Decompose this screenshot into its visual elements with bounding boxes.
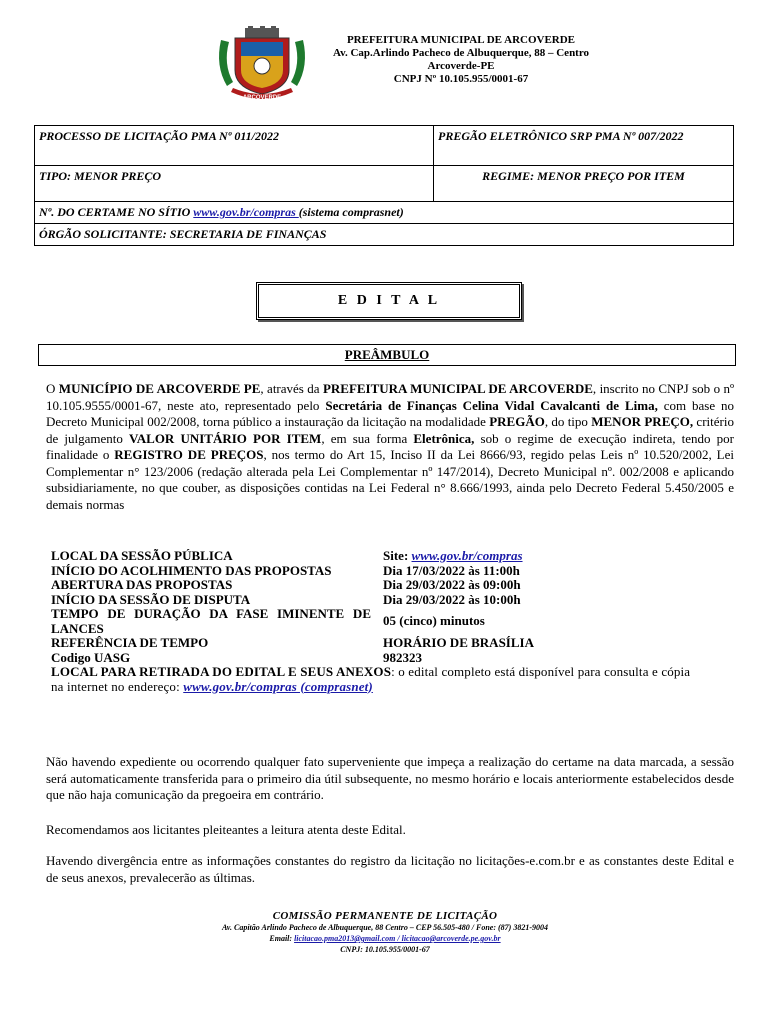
local-label: LOCAL DA SESSÃO PÚBLICA bbox=[51, 548, 233, 563]
footer-address: Av. Capitão Arlindo Pacheco de Albuquerque, 88 Centro – CEP 56.505-480 / Fone: (87) 3821-9004 bbox=[222, 923, 548, 932]
disputa-label: INÍCIO DA SESSÃO DE DISPUTA bbox=[51, 591, 251, 607]
acolhimento-label: INÍCIO DO ACOLHIMENTO DAS PROPOSTAS bbox=[51, 562, 332, 578]
certame-link[interactable]: www.gov.br/compras bbox=[193, 205, 299, 219]
org-city: Arcoverde-PE bbox=[427, 60, 495, 72]
org-name: PREFEITURA MUNICIPAL DE ARCOVERDE bbox=[346, 34, 576, 46]
processo-cell: PROCESSO DE LICITAÇÃO PMA Nº 011/2022 bbox=[35, 126, 434, 166]
retirada-cell bbox=[45, 665, 741, 694]
session-table bbox=[45, 549, 741, 694]
regime-cell: REGIME: MENOR PREÇO POR ITEM bbox=[434, 166, 734, 202]
orgao-cell: ÓRGÃO SOLICITANTE: SECRETARIA DE FINANÇAS bbox=[35, 224, 734, 246]
edital-title: E D I T A L bbox=[256, 282, 522, 320]
paragraph-divergencia: Havendo divergência entre as informações constantes do registro da licitação no licitações-e.com.br e as constantes deste Edital e de seus anexos, prevalecerão as últimas. bbox=[46, 853, 734, 885]
certame-prefix: Nº. DO CERTAME NO SÍTIO bbox=[39, 205, 194, 219]
referencia-label: REFERÊNCIA DE TEMPO bbox=[51, 635, 209, 650]
site-cell bbox=[377, 549, 741, 564]
paragraph-expediente: Não havendo expediente ou ocorrendo qualquer fato superveniente que impeça a realização do certame na data marcada, a sessão será automaticamente transferida para o primeiro dia útil subsequente, no mesmo horário e locais anteriormente estabelecidos desde que não haja comunicação da pregoeira em contrário. bbox=[46, 754, 734, 802]
certame-suffix: (sistema comprasnet) bbox=[298, 205, 404, 219]
footer-email bbox=[0, 933, 770, 944]
abertura-label: ABERTURA DAS PROPOSTAS bbox=[51, 577, 233, 592]
referencia-value: HORÁRIO DE BRASÍLIA bbox=[383, 635, 534, 650]
preambulo-paragraph: O MUNICÍPIO DE ARCOVERDE PE, através da PREFEITURA MUNICIPAL DE ARCOVERDE, inscrito no CNPJ sob o nº 10.105.9555/0001-67, neste ato, representado pelo Secretária de Finanças Celina Vidal Cavalcanti de Lima, com base no Decreto Municipal 002/2008, torna público a instauração da licitação na modalidade PREGÃO, do tipo MENOR PREÇO, critério de julgamento VALOR UNITÁRIO POR ITEM, em sua forma Eletrônica, sob o regime de execução indireta, tendo por finalidade o REGISTRO DE PREÇOS, nos termo do Art 15, Inciso II da Lei 8666/93, regido pelas Leis nº 10.520/2002, Lei Complementar n° 123/2006 (redação alterada pela Lei Complementar nº 147/2014), Decreto Municipal nº. 002/2008 e aplicando subsidiariamente, no que couber, as disposições contidas na Lei Federal n° 8.666/1993, ainda pelo Decreto Federal 5.450/2005 e demais normas bbox=[46, 381, 735, 512]
disputa-value: Dia 29/03/2022 às 10:00h bbox=[383, 591, 521, 607]
certame-cell bbox=[35, 202, 734, 224]
footer-title: COMISSÃO PERMANENTE DE LICITAÇÃO bbox=[272, 910, 498, 922]
letterhead bbox=[0, 26, 770, 110]
org-cnpj: CNPJ Nº 10.105.955/0001-67 bbox=[393, 73, 529, 85]
retirada-link[interactable]: www.gov.br/compras (comprasnet) bbox=[183, 678, 373, 694]
retirada-label: LOCAL PARA RETIRADA DO EDITAL E SEUS ANEXOS bbox=[51, 664, 392, 679]
uasg-label: Codigo UASG bbox=[51, 649, 131, 665]
process-info-table bbox=[34, 125, 734, 246]
coat-of-arms-icon bbox=[213, 26, 311, 106]
site-link[interactable]: www.gov.br/compras bbox=[411, 548, 523, 563]
retirada-text: : o edital completo está disponível para consulta e cópia na internet no endereço: bbox=[51, 664, 691, 694]
footer-email-label: Email: bbox=[269, 934, 295, 943]
abertura-value: Dia 29/03/2022 às 09:00h bbox=[383, 577, 521, 592]
duracao-label: TEMPO DE DURAÇÃO DA FASE IMINENTE DE LANCES bbox=[51, 606, 371, 636]
tipo-cell: TIPO: MENOR PREÇO bbox=[35, 166, 434, 202]
acolhimento-value: Dia 17/03/2022 às 11:00h bbox=[383, 562, 520, 578]
svg-text:ARCOVERDE: ARCOVERDE bbox=[242, 95, 282, 101]
duracao-value: 05 (cinco) minutos bbox=[383, 613, 485, 629]
footer bbox=[0, 910, 770, 955]
preambulo-title: PREÂMBULO bbox=[38, 344, 736, 366]
pregao-cell: PREGÃO ELETRÔNICO SRP PMA Nº 007/2022 bbox=[434, 126, 734, 166]
letterhead-text bbox=[316, 34, 606, 86]
footer-cnpj: CNPJ: 10.105.955/0001-67 bbox=[340, 945, 430, 954]
org-address: Av. Cap.Arlindo Pacheco de Albuquerque, 88 – Centro bbox=[332, 47, 590, 59]
uasg-value: 982323 bbox=[383, 649, 422, 665]
footer-email-link[interactable]: licitacao.pma2013@gmail.com / licitacao@arcoverde.pe.gov.br bbox=[294, 934, 501, 943]
paragraph-recomendacao: Recomendamos aos licitantes pleiteantes a leitura atenta deste Edital. bbox=[46, 822, 406, 837]
site-label: Site: bbox=[383, 548, 412, 563]
